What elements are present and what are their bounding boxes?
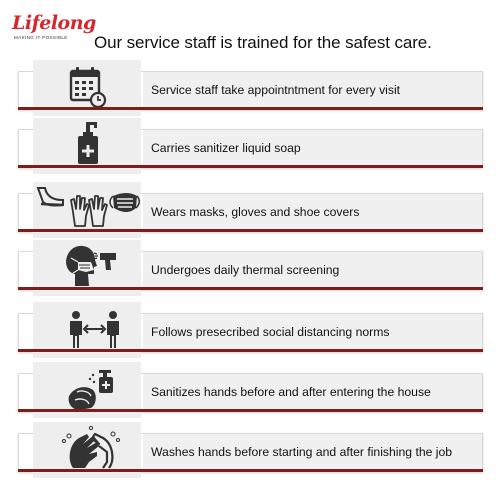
item-text: Wears masks, gloves and shoe covers bbox=[151, 205, 360, 219]
list-item bbox=[18, 313, 483, 352]
list-item bbox=[18, 193, 483, 232]
page-title: Our service staff is trained for the safest care. bbox=[94, 33, 432, 52]
item-text: Washes hands before starting and after finishing the job bbox=[151, 445, 453, 459]
brand-tagline: MAKING IT POSSIBLE bbox=[14, 35, 68, 40]
list-item bbox=[18, 71, 483, 110]
item-text: Service staff take appointntment for every visit bbox=[151, 83, 401, 97]
brand-logo bbox=[12, 12, 96, 43]
brand-name: Lifelong bbox=[12, 12, 96, 34]
list-item bbox=[18, 129, 483, 168]
item-text: Carries sanitizer liquid soap bbox=[151, 141, 301, 155]
list-item bbox=[18, 251, 483, 290]
item-text: Undergoes daily thermal screening bbox=[151, 263, 340, 277]
list-item bbox=[18, 433, 483, 472]
list-item bbox=[18, 373, 483, 412]
item-text: Sanitizes hands before and after entering the house bbox=[151, 385, 431, 399]
item-text: Follows presecribed social distancing norms bbox=[151, 325, 390, 339]
